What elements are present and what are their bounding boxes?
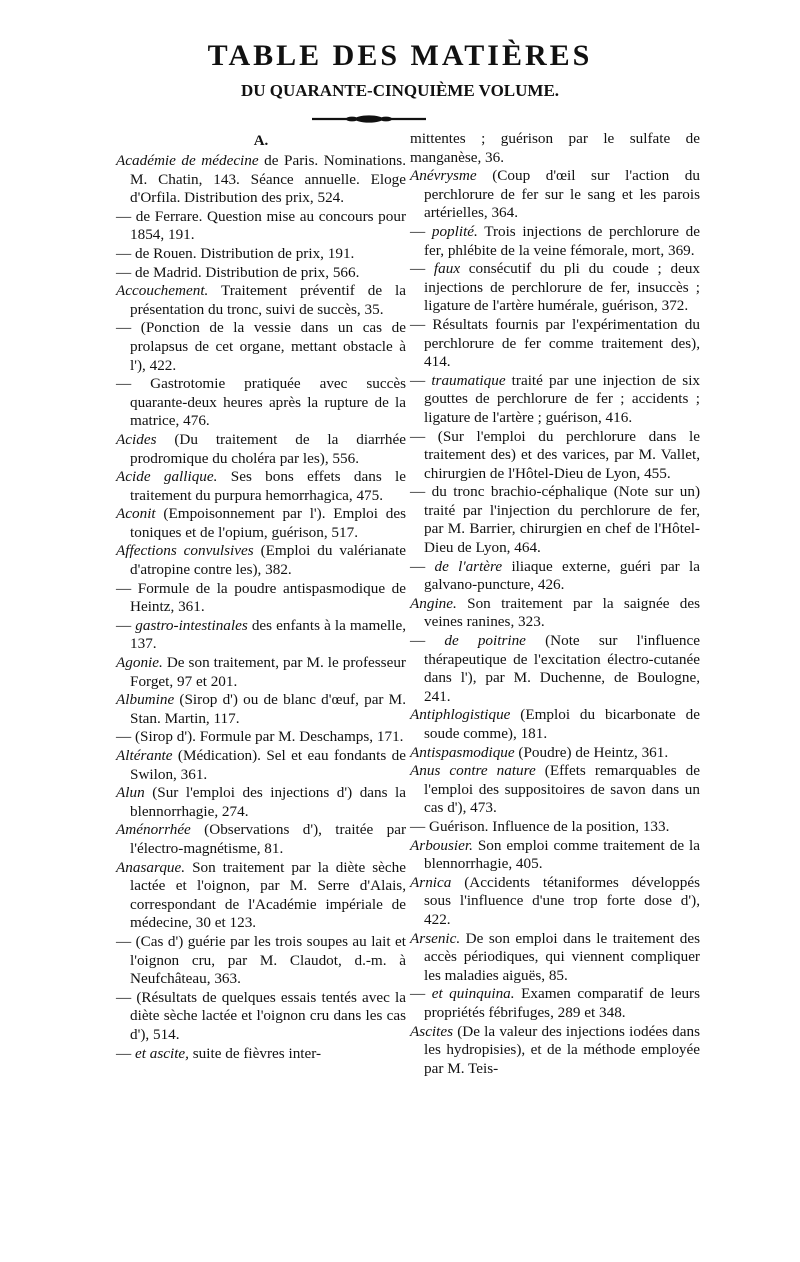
entry-text: (Poudre) de Heintz, 361. [514, 743, 669, 761]
entry-text: (De la valeur des injections iodées dans les hydropisies), et de la méthode employée par M. Teis- [424, 1022, 700, 1077]
index-entry [116, 282, 406, 319]
index-entry: — gastro-intestinales des enfants à la mamelle, 137. [116, 616, 407, 653]
entry-headword: Antiphlogistique [410, 706, 511, 724]
entry-headword: Anasarque. [116, 858, 186, 876]
index-entry [116, 208, 406, 245]
entry-headword: Acides [116, 430, 157, 448]
entry-text: (Du traitement de la diarrhée prodromique du choléra par les), 556. [130, 430, 406, 467]
index-entry [410, 762, 700, 818]
index-entry [116, 264, 406, 283]
entry-headword: Affections convulsives [116, 542, 254, 560]
entry-text: traité par une injection de six gouttes de perchlorure de fer ; accidents ; ligature de l'artère ; guérison, 416. [424, 371, 701, 426]
entry-headword: Antispasmodique [410, 743, 515, 761]
entry-subheadword: et quinquina. [431, 985, 515, 1003]
entry-subheadword: faux [433, 260, 461, 278]
index-entry [410, 930, 700, 986]
entry-subheadword: poplité. [431, 222, 478, 240]
entry-subheadword: de l'artère [434, 557, 503, 575]
entry-text: Ses bons effets dans le traitement du purpura hemorrhagica, 475. [130, 468, 406, 504]
entry-text: — (Résultats de quelques essais tentés avec la diète sèche lactée et l'oignon cru dans les cas d'), 514. [116, 988, 406, 1043]
index-entry [116, 580, 406, 617]
index-entry: — et ascite, suite de fièvres inter- [116, 1044, 322, 1062]
entry-text: — Résultats fournis par l'expérimentation du perchlorure de fer comme traitement des), 414. [410, 315, 700, 371]
index-entry [116, 542, 406, 579]
index-entry [116, 375, 406, 431]
entry-text: De son emploi dans le traitement des accès périodiques, qui viennent compliquer les maladies aiguës, 85. [424, 929, 700, 984]
entry-text: Examen comparatif de leurs propriétés fébrifuges, 289 et 348. [424, 985, 701, 1021]
right-column [410, 130, 700, 1078]
entry-headword: Anus contre nature [410, 762, 536, 780]
index-entry [116, 691, 406, 728]
entry-text: de Paris. Nominations. M. Chatin, 143. Séance annuelle. Eloge d'Orfila. Distribution des prix, 524. [130, 152, 406, 207]
index-entry [410, 837, 700, 874]
entry-headword: Acide gallique. [116, 468, 218, 486]
entry-text: Son emploi comme traitement de la blennorrhagie, 405. [424, 836, 700, 873]
index-entry: — traumatique traité par une injection de six gouttes de perchlorure de fer ; accidents ; ligature de l'artère ; guérison, 416. [410, 371, 701, 426]
entry-text: — (Cas d') guérie par les trois soupes au lait et l'oignon cru, par M. Claudot, d.-m. à Neufchâteau, 363. [116, 932, 406, 988]
entry-text: — de Rouen. Distribution de prix, 191. [116, 244, 355, 262]
index-entry [116, 505, 406, 542]
entry-text: (Emploi du valérianate d'atropine contre les), 382. [130, 542, 406, 579]
index-entry [410, 744, 700, 763]
index-entry [116, 654, 406, 691]
left-column [116, 132, 406, 1063]
index-entry [116, 784, 406, 821]
index-entry [116, 245, 406, 264]
entry-headword: Arnica [410, 873, 452, 891]
index-entry [116, 431, 406, 468]
continuation-text: mittentes ; guérison par le sulfate de manganèse, 36. [410, 130, 700, 166]
index-entry: — de poitrine (Note sur l'influence thérapeutique de l'excitation électro-cutanée dans l'), par M. Duchenne, de Boulogne, 241. [410, 632, 700, 705]
entry-text: (Empoisonnement par l'). Emploi des toniques et de l'opium, guérison, 517. [130, 505, 406, 541]
ornament-divider-icon [312, 114, 426, 124]
index-entry [116, 728, 406, 747]
entry-text: (Sur l'emploi des injections d') dans la blennorrhagie, 274. [130, 784, 406, 820]
entry-headword: Ascites [410, 1022, 454, 1040]
entry-headword: Angine. [410, 594, 457, 612]
left-entries [116, 152, 406, 1063]
entry-text: (Note sur l'influence thérapeutique de l'excitation électro-cutanée dans l'), par M. Duchenne, de Boulogne, 241. [424, 632, 700, 705]
entry-text: — (Sur l'emploi du perchlorure dans le traitement des) et des varices, par M. Vallet, chirurgien de l'Hôtel-Dieu de Lyon, 455. [410, 427, 700, 482]
index-entry [410, 167, 700, 223]
entry-subheadword: de poitrine [444, 632, 526, 650]
index-entry [410, 483, 700, 557]
page-title: TABLE DES MATIÈRES [207, 39, 593, 72]
index-entry [410, 428, 700, 484]
entry-text: De son traitement, par M. le professeur Forget, 97 et 201. [130, 654, 406, 690]
entry-headword: Agonie. [116, 654, 163, 672]
entry-text: Son traitement par la saignée des veines ranines, 323. [424, 594, 700, 631]
index-entry [410, 1023, 700, 1079]
entry-headword: Albumine [116, 691, 175, 709]
index-entry [116, 989, 406, 1045]
entry-subheadword: traumatique [431, 371, 506, 389]
entry-text: (Sirop d') ou de blanc d'œuf, par M. Stan. Martin, 117. [130, 691, 406, 727]
index-entry [410, 316, 700, 372]
entry-text: suite de fièvres inter- [188, 1044, 322, 1062]
index-entry [410, 818, 700, 837]
entry-text: — de Madrid. Distribution de prix, 566. [116, 263, 360, 281]
entry-text: Trois injections de perchlorure de fer, phlébite de la veine fémorale, mort, 369. [424, 222, 701, 259]
index-entry [116, 319, 406, 375]
index-entry [116, 468, 406, 505]
entry-subheadword: gastro-intestinales [135, 616, 248, 634]
index-entry [116, 933, 406, 989]
entry-headword: Académie de médecine [116, 152, 259, 169]
entry-headword: Altérante [116, 747, 173, 764]
entry-headword: Alun [116, 784, 145, 802]
index-entry [116, 821, 406, 858]
entry-text: (Médication). Sel et eau fondants de Swilon, 361. [130, 747, 406, 783]
index-entry: — poplité. Trois injections de perchlorure de fer, phlébite de la veine fémorale, mort, 369. [410, 222, 701, 259]
entry-text: Son traitement par la diète sèche lactée et l'oignon, par M. Serre d'Alais, correspondant de l'Académie impériale de médecine, 30 et 123. [130, 858, 406, 932]
entry-text: — (Sirop d'). Formule par M. Deschamps, 171. [116, 728, 404, 746]
page-subtitle: DU QUARANTE-CINQUIÈME VOLUME. [240, 81, 560, 100]
entry-headword: Accouchement. [116, 282, 209, 300]
index-entry: — de l'artère iliaque externe, guéri par la galvano-puncture, 426. [410, 557, 700, 594]
entry-text: (Accidents tétaniformes développés sous l'influence d'une trop forte dose d'), 422. [424, 873, 700, 928]
index-entry [410, 874, 700, 930]
entry-headword: Arsenic. [410, 929, 461, 947]
index-entry [410, 706, 700, 743]
entry-headword: Aconit [116, 505, 156, 523]
index-entry: — et quinquina. Examen comparatif de leurs propriétés fébrifuges, 289 et 348. [410, 985, 701, 1021]
index-entry: — faux consécutif du pli du coude ; deux injections de perchlorure de fer, insuccès ; ligature de l'artère humérale, guérison, 372. [410, 260, 701, 315]
entry-text: (Observations d'), traitée par l'électro-magnétisme, 81. [130, 821, 406, 857]
index-entry [116, 859, 406, 933]
entry-headword: Anévrysme [410, 167, 477, 185]
entry-headword: Arbousier. [410, 836, 473, 854]
entry-subheadword: et ascite, [134, 1044, 189, 1062]
index-entry [116, 747, 406, 784]
entry-text: — (Ponction de la vessie dans un cas de prolapsus de cet organe, mettant obstacle à l'), 422. [116, 319, 406, 374]
entry-text: — Gastrotomie pratiquée avec succès quarante-deux heures après la rupture de la matrice, 476. [116, 375, 406, 430]
entry-text: Traitement préventif de la présentation du tronc, suivi de succès, 35. [130, 282, 406, 318]
index-entry [116, 152, 406, 208]
entry-text: — du tronc brachio-céphalique (Note sur un) traité par l'injection du perchlorure de fer, par M. Barrier, chirurgien en chef de l'Hôtel-Dieu de Lyon, 464. [410, 483, 700, 557]
entry-text: (Emploi du bicarbonate de soude comme), 181. [424, 706, 700, 742]
entry-text: (Effets remarquables de l'emploi des suppositoires de savon dans un cas d'), 473. [424, 762, 700, 817]
entry-text: des enfants à la mamelle, 137. [130, 616, 407, 653]
index-entry [410, 595, 700, 632]
right-entries [410, 167, 700, 1078]
entry-text: consécutif du pli du coude ; deux injections de perchlorure de fer, insuccès ; ligature de l'artère humérale, guérison, 372. [424, 260, 701, 315]
entry-text: — de Ferrare. Question mise au concours pour 1854, 191. [116, 207, 406, 244]
entry-text: — Guérison. Influence de la position, 133. [410, 817, 670, 835]
entry-headword: Aménorrhée [116, 821, 191, 839]
entry-text: — Formule de la poudre antispasmodique de Heintz, 361. [116, 579, 406, 616]
entry-text: (Coup d'œil sur l'action du perchlorure de fer sur le sang et les parois artérielles, 364. [424, 167, 700, 222]
entry-text: iliaque externe, guéri par la galvano-puncture, 426. [424, 557, 700, 594]
section-letter: A. [253, 133, 269, 149]
